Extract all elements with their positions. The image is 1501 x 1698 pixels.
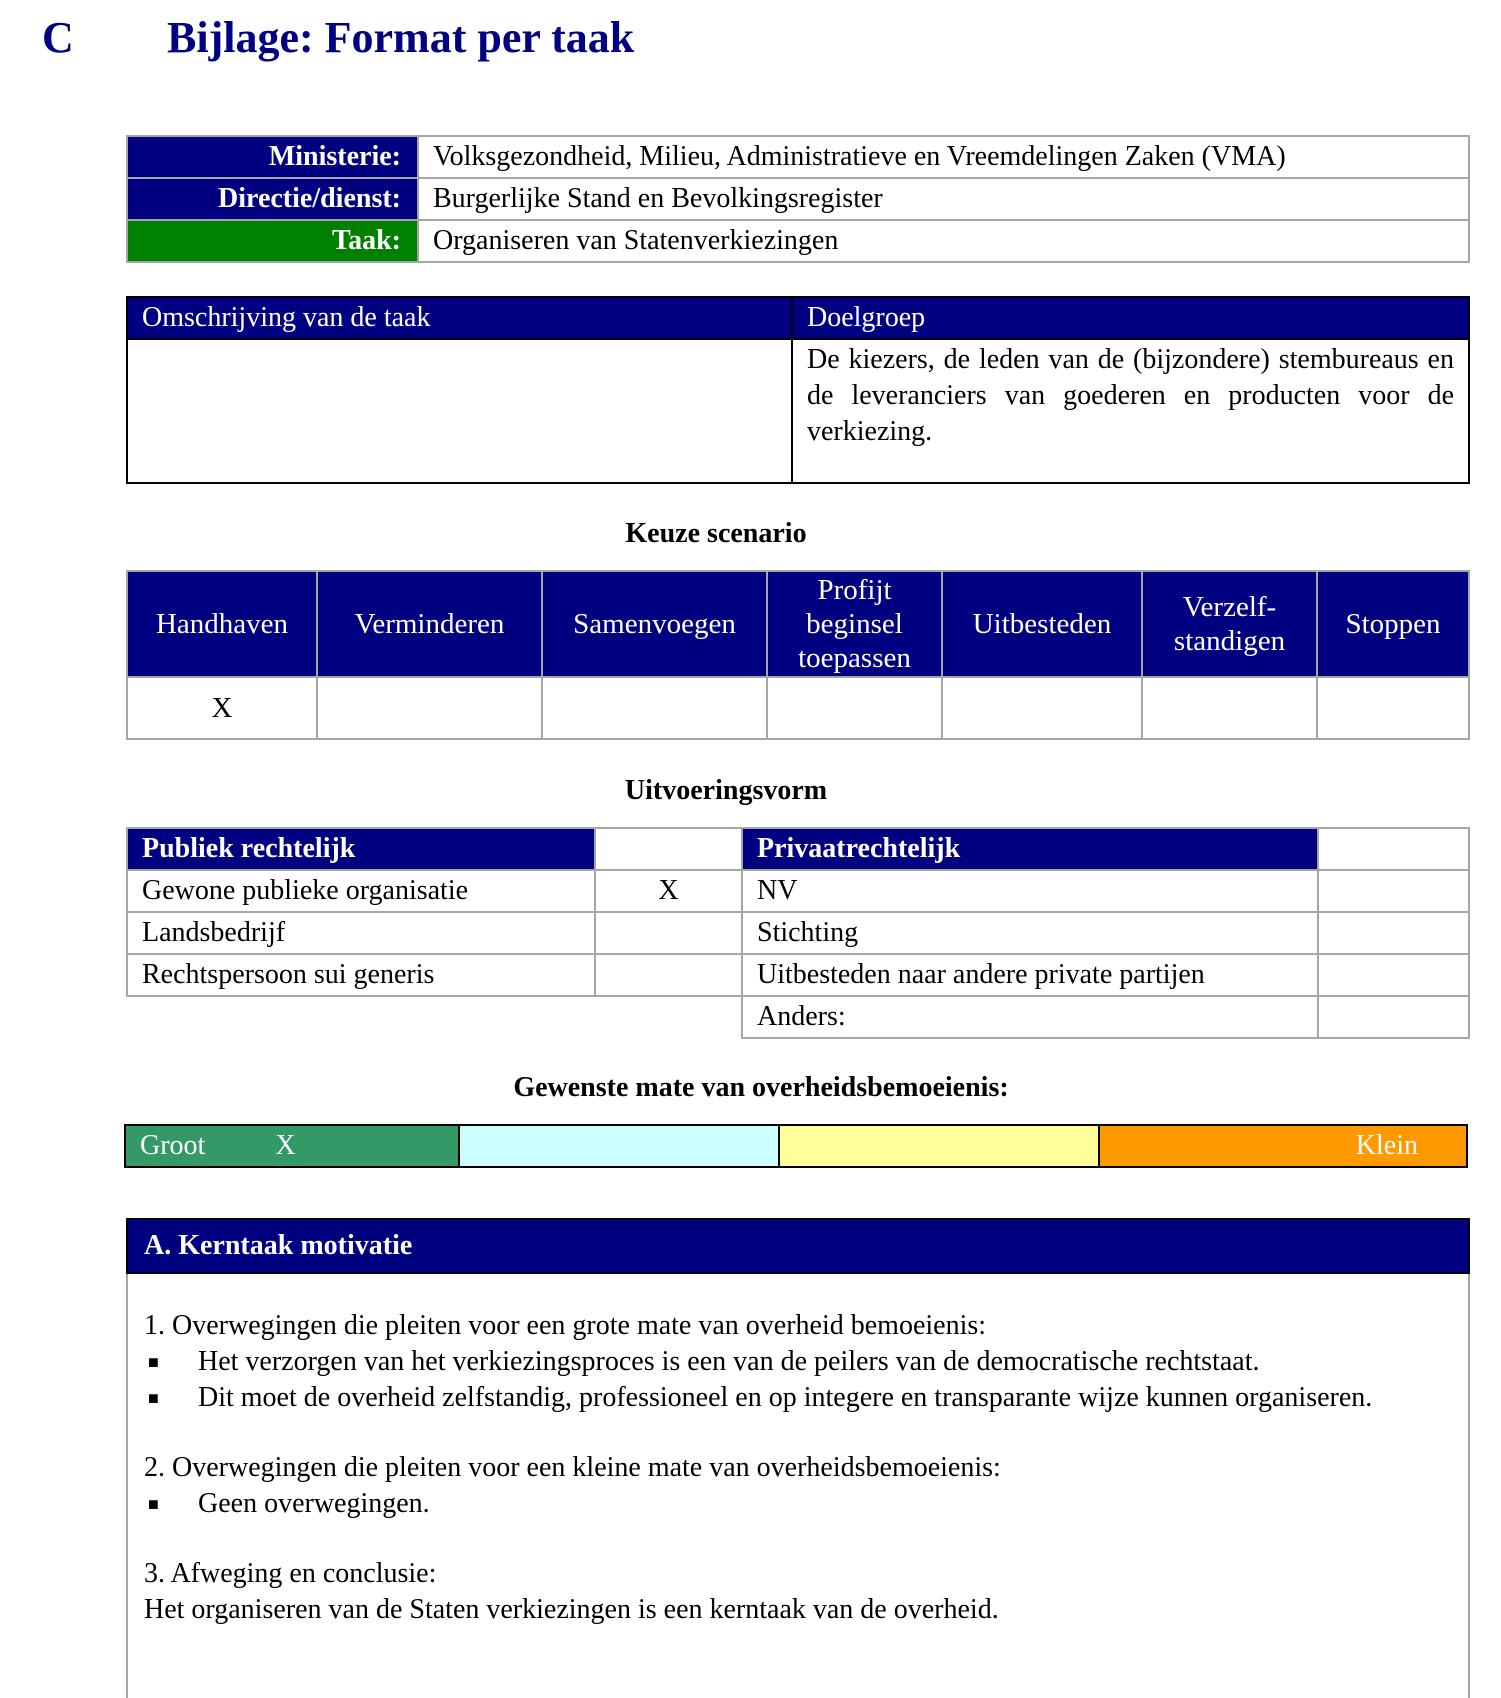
list-item (144, 1380, 1452, 1416)
list-item (144, 1344, 1452, 1380)
scale-mark: X (275, 1130, 296, 1161)
bullet-text: Dit moet de overheid zelfstandig, professioneel en op integere en transparante wijze kunnen organiseren. (198, 1382, 1373, 1413)
scale-segment-3 (780, 1126, 1100, 1166)
privaat-option-mark (1318, 912, 1469, 954)
privaat-option-label: Anders: (742, 996, 1318, 1038)
scale-left-label: Groot (140, 1130, 206, 1161)
privaat-option-label: Stichting (742, 912, 1318, 954)
table-row (127, 996, 1469, 1038)
scenario-col-stoppen: Stoppen (1317, 571, 1469, 677)
scenario-mark-samenvoegen (542, 677, 767, 739)
description-table (126, 296, 1470, 484)
doelgroep-body: De kiezers, de leden van de (bijzondere) stembureaus en de leveranciers van goederen en producten voor de verkiezing. (792, 339, 1469, 483)
list-item (144, 1486, 1452, 1522)
table-row (127, 870, 1469, 912)
scale-segment-2 (460, 1126, 780, 1166)
taak-value: Organiseren van Statenverkiezingen (418, 220, 1469, 262)
publiek-option-label: Rechtspersoon sui generis (127, 954, 595, 996)
omschrijving-header: Omschrijving van de taak (127, 297, 792, 339)
publiek-option-mark (595, 912, 742, 954)
bullet-text: Geen overwegingen. (198, 1488, 430, 1519)
kerntaak-section (126, 1218, 1470, 1698)
publiek-option-label: Gewone publieke organisatie (127, 870, 595, 912)
directie-row (127, 178, 1469, 220)
ministerie-label: Ministerie: (127, 136, 418, 178)
section-3-heading: 3. Afweging en conclusie: (144, 1558, 437, 1589)
task-info-table (126, 135, 1470, 263)
bullet-square-icon: ■ (148, 1388, 159, 1408)
scenario-mark-verzelfstandigen (1142, 677, 1317, 739)
scenario-table (126, 570, 1470, 740)
scenario-col-handhaven: Handhaven (127, 571, 317, 677)
publiek-option-mark: X (595, 870, 742, 912)
bullet-square-icon: ■ (148, 1494, 159, 1514)
privaat-option-label: Uitbesteden naar andere private partijen (742, 954, 1318, 996)
appendix-letter: C (42, 13, 74, 62)
scenario-col-uitbesteden: Uitbesteden (942, 571, 1142, 677)
scenario-title: Keuze scenario (625, 518, 807, 549)
privaat-option-mark (1318, 870, 1469, 912)
omschrijving-body (127, 339, 792, 483)
ministerie-row (127, 136, 1469, 178)
scenario-mark-stoppen (1317, 677, 1469, 739)
empty-cell (127, 996, 595, 1038)
empty-cell (595, 996, 742, 1038)
taak-label: Taak: (127, 220, 418, 262)
bullet-text: Het verzorgen van het verkiezingsproces is een van de peilers van de democratische rechtstaat. (198, 1346, 1260, 1377)
scenario-mark-profijt (767, 677, 942, 739)
privaat-header-mark (1318, 828, 1469, 870)
directie-label: Directie/dienst: (127, 178, 418, 220)
bullet-square-icon: ■ (148, 1352, 159, 1372)
ministerie-value: Volksgezondheid, Milieu, Administratieve en Vreemdelingen Zaken (VMA) (418, 136, 1469, 178)
directie-value: Burgerlijke Stand en Bevolkingsregister (418, 178, 1469, 220)
uitvoering-title: Uitvoeringsvorm (624, 775, 828, 806)
publiek-option-mark (595, 954, 742, 996)
privaat-header: Privaatrechtelijk (742, 828, 1318, 870)
scenario-mark-uitbesteden (942, 677, 1142, 739)
bemoeienis-scale (124, 1124, 1468, 1168)
section-1-heading: 1. Overwegingen die pleiten voor een grote mate van overheid bemoeienis: (144, 1310, 987, 1341)
section-2-heading: 2. Overwegingen die pleiten voor een kleine mate van overheidsbemoeienis: (144, 1452, 1001, 1483)
doelgroep-header: Doelgroep (792, 297, 1469, 339)
conclusion-text: Het organiseren van de Staten verkiezingen is een kerntaak van de overheid. (144, 1594, 999, 1625)
scenario-mark-verminderen (317, 677, 542, 739)
scenario-col-profijt: Profijt beginsel toepassen (767, 571, 942, 677)
scale-right-label: Klein (1355, 1130, 1418, 1161)
scenario-col-samenvoegen: Samenvoegen (542, 571, 767, 677)
privaat-option-label: NV (742, 870, 1318, 912)
table-row (127, 954, 1469, 996)
scenario-mark-handhaven: X (127, 677, 317, 739)
scenario-col-verminderen: Verminderen (317, 571, 542, 677)
kerntaak-body (128, 1274, 1468, 1628)
uitvoering-table (126, 827, 1470, 1039)
publiek-header: Publiek rechtelijk (127, 828, 595, 870)
scale-segment-groot (126, 1126, 460, 1166)
publiek-option-label: Landsbedrijf (127, 912, 595, 954)
privaat-option-mark (1318, 996, 1469, 1038)
page-title: Bijlage: Format per taak (167, 13, 635, 62)
table-row (127, 912, 1469, 954)
scenario-col-verzelfstandigen: Verzelf-standigen (1142, 571, 1317, 677)
privaat-option-mark (1318, 954, 1469, 996)
kerntaak-header: A. Kerntaak motivatie (126, 1218, 1470, 1274)
publiek-header-mark (595, 828, 742, 870)
taak-row (127, 220, 1469, 262)
scale-segment-klein (1100, 1126, 1466, 1166)
bemoeienis-title: Gewenste mate van overheidsbemoeienis: (513, 1072, 1009, 1103)
